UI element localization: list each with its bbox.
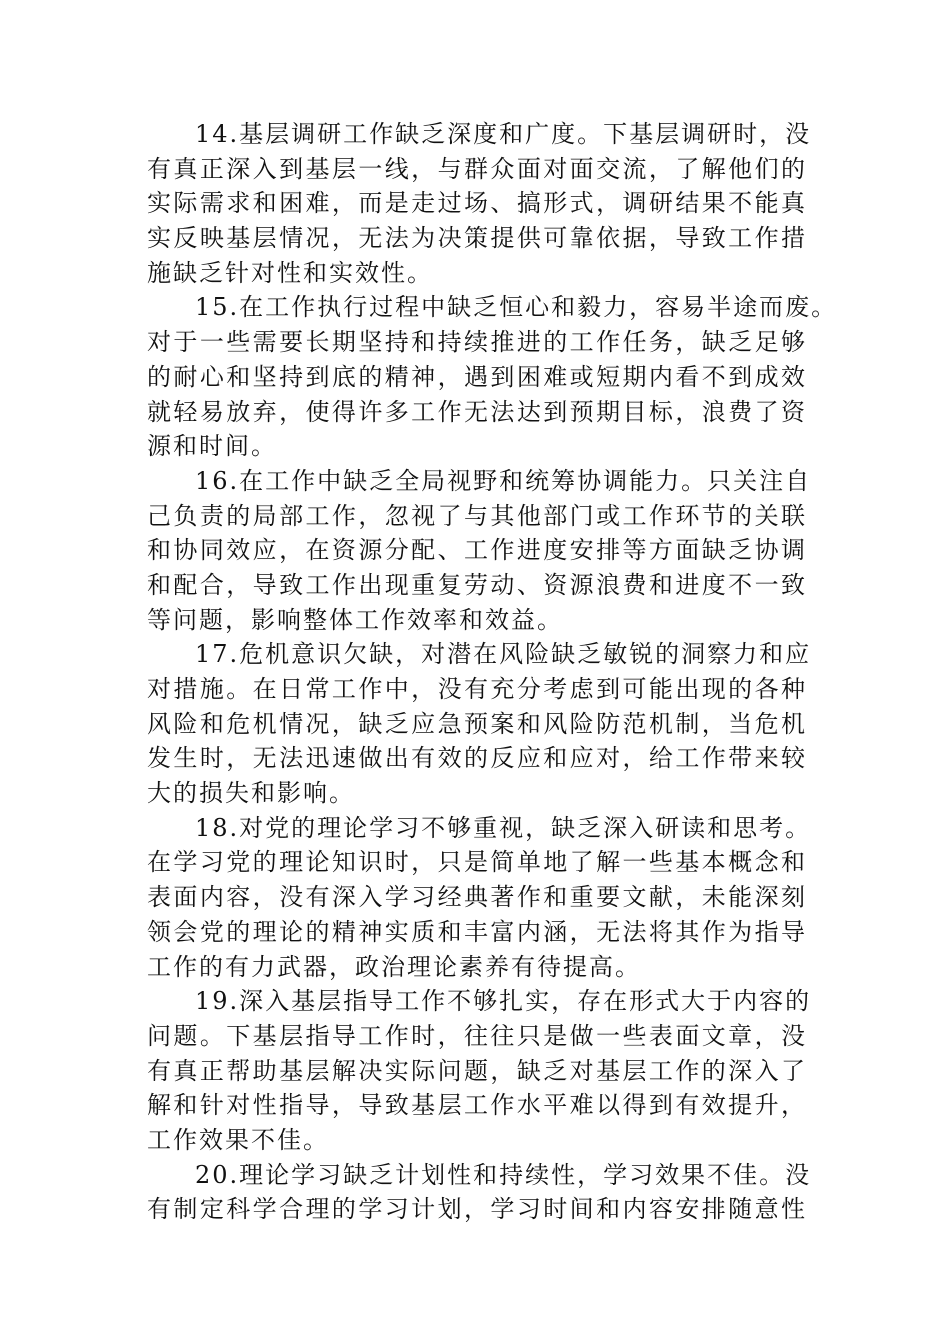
text-line: 对于一些需要长期坚持和持续推进的工作任务，缺乏足够 — [147, 328, 807, 357]
text-line: 实际需求和困难，而是走过场、搞形式，调研结果不能真 — [147, 189, 807, 218]
paragraph — [147, 464, 812, 637]
text-line: 的耐心和坚持到底的精神，遇到困难或短期内看不到成效 — [147, 362, 807, 391]
paragraph — [147, 117, 812, 290]
text-line: 和配合，导致工作出现重复劳动、资源浪费和进度不一致 — [147, 570, 807, 599]
text-line: 己负责的局部工作，忽视了与其他部门或工作环节的关联 — [147, 501, 807, 530]
text-line: 源和时间。 — [147, 432, 277, 461]
text-line: 15.在工作执行过程中缺乏恒心和毅力，容易半途而废。 — [195, 293, 838, 322]
text-line: 表面内容，没有深入学习经典著作和重要文献，未能深刻 — [147, 883, 807, 912]
text-line: 16.在工作中缺乏全局视野和统筹协调能力。只关注自 — [195, 466, 812, 495]
text-line: 17.危机意识欠缺，对潜在风险缺乏敏锐的洞察力和应 — [195, 640, 812, 669]
text-line: 有真正深入到基层一线，与群众面对面交流，了解他们的 — [147, 154, 807, 183]
text-line: 就轻易放弃，使得许多工作无法达到预期目标，浪费了资 — [147, 397, 807, 426]
text-line: 解和针对性指导，导致基层工作水平难以得到有效提升， — [147, 1091, 807, 1120]
text-line: 18.对党的理论学习不够重视，缺乏深入研读和思考。 — [195, 813, 812, 842]
text-line: 问题。下基层指导工作时，往往只是做一些表面文章，没 — [147, 1021, 807, 1050]
text-line: 19.深入基层指导工作不够扎实，存在形式大于内容的 — [195, 987, 812, 1016]
text-line: 有真正帮助基层解决实际问题，缺乏对基层工作的深入了 — [147, 1056, 807, 1085]
paragraph — [147, 811, 812, 984]
text-line: 等问题，影响整体工作效率和效益。 — [147, 605, 563, 634]
paragraph — [147, 984, 812, 1157]
text-line: 在学习党的理论知识时，只是简单地了解一些基本概念和 — [147, 848, 807, 877]
text-line: 实反映基层情况，无法为决策提供可靠依据，导致工作措 — [147, 224, 807, 253]
text-line: 领会党的理论的精神实质和丰富内涵，无法将其作为指导 — [147, 917, 807, 946]
text-line: 发生时，无法迅速做出有效的反应和应对，给工作带来较 — [147, 744, 807, 773]
text-line: 20.理论学习缺乏计划性和持续性，学习效果不佳。没 — [195, 1160, 812, 1189]
document-body — [147, 117, 838, 1227]
paragraph — [147, 290, 838, 463]
text-line: 14.基层调研工作缺乏深度和广度。下基层调研时，没 — [195, 120, 812, 148]
text-line: 工作的有力武器，政治理论素养有待提高。 — [147, 952, 641, 981]
text-line: 施缺乏针对性和实效性。 — [147, 258, 433, 287]
text-line: 和协同效应，在资源分配、工作进度安排等方面缺乏协调 — [147, 536, 807, 565]
paragraph — [147, 637, 812, 810]
text-line: 有制定科学合理的学习计划，学习时间和内容安排随意性 — [147, 1195, 807, 1224]
text-line: 对措施。在日常工作中，没有充分考虑到可能出现的各种 — [147, 675, 807, 703]
text-line: 工作效果不佳。 — [147, 1125, 329, 1154]
text-line: 大的损失和影响。 — [147, 779, 355, 808]
text-line: 风险和危机情况，缺乏应急预案和风险防范机制，当危机 — [147, 709, 807, 738]
paragraph — [147, 1158, 812, 1227]
